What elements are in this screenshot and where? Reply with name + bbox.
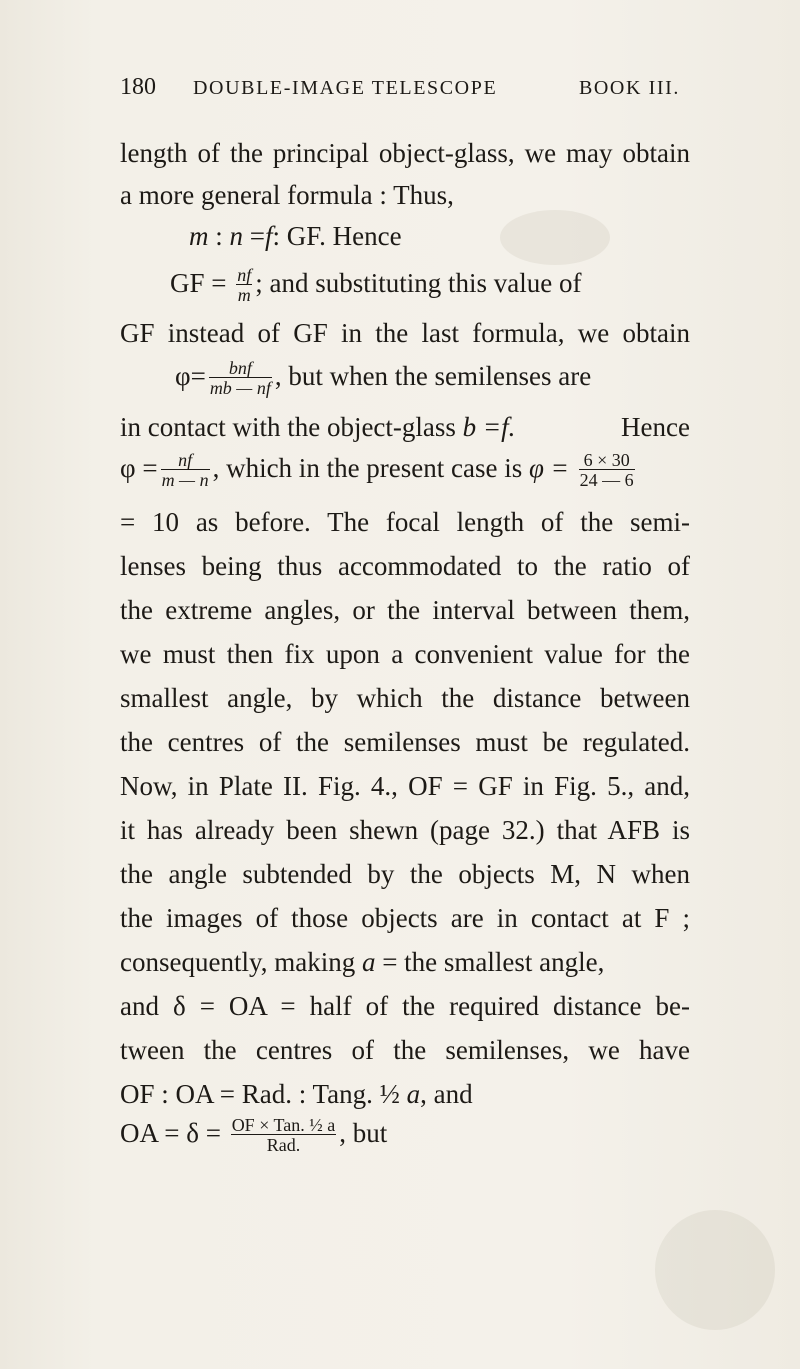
fraction-numerator: OF × Tan. ½ a bbox=[231, 1115, 336, 1135]
text-line-14: the centres of the semilenses must be regulated. bbox=[120, 727, 690, 757]
text-line-15: Now, in Plate II. Fig. 4., OF = GF in Fig. 5., and, bbox=[120, 771, 690, 801]
text-line-19 bbox=[120, 946, 690, 978]
text-line-20: and δ = OA = half of the required distance be- bbox=[120, 991, 690, 1021]
text-line-23 bbox=[120, 1117, 640, 1155]
fraction-nf-over-m bbox=[236, 266, 252, 304]
fraction-bnf bbox=[209, 359, 272, 397]
hence-word: Hence bbox=[621, 412, 690, 442]
text-line-1: length of the principal object-glass, we may obtain bbox=[120, 138, 690, 168]
text-line-5: GF instead of GF in the last formula, we obtain bbox=[120, 318, 690, 348]
text-line-6 bbox=[175, 360, 690, 398]
variable-a: a bbox=[361, 947, 376, 977]
line-23-rest: , but bbox=[339, 1118, 388, 1149]
text-line-21: tween the centres of the semilenses, we have bbox=[120, 1035, 690, 1065]
text-line-13: smallest angle, by which the distance between bbox=[120, 683, 690, 713]
page-number: 180 bbox=[120, 74, 156, 100]
text-line-22 bbox=[120, 1078, 690, 1110]
line-22-suffix: , and bbox=[420, 1079, 473, 1109]
equals-sign: = bbox=[243, 221, 265, 251]
phi-equals-2: φ = bbox=[528, 453, 576, 484]
fraction-denominator: Rad. bbox=[266, 1135, 301, 1155]
variable-f: f bbox=[265, 221, 273, 251]
equation-b-equals-f: b =f. bbox=[462, 412, 516, 442]
page-header bbox=[120, 74, 680, 104]
text-line-8 bbox=[120, 452, 690, 490]
fraction-numerator: nf bbox=[161, 451, 210, 470]
fraction-denominator: m bbox=[237, 285, 251, 305]
text-line-18: the images of those objects are in contact at F ; bbox=[120, 903, 690, 933]
book-part: BOOK III. bbox=[578, 77, 680, 99]
oa-equals-delta: OA = δ = bbox=[120, 1118, 228, 1149]
text-line-12: we must then fix upon a convenient value for the bbox=[120, 639, 690, 669]
colon: : bbox=[208, 221, 230, 251]
fraction-denominator: m — n bbox=[161, 470, 209, 490]
paper-stain bbox=[655, 1210, 775, 1330]
text-line-16: it has already been shewn (page 32.) that AFB is bbox=[120, 815, 690, 845]
gf-equals: GF = bbox=[170, 268, 234, 299]
line-19-prefix: consequently, making bbox=[120, 947, 362, 977]
line-3-suffix: : GF. Hence bbox=[272, 221, 402, 251]
text-line-10: lenses being thus accommodated to the ratio of bbox=[120, 551, 690, 581]
line-4-rest: ; and substituting this value of bbox=[255, 268, 582, 299]
line-19-suffix: = the smallest angle, bbox=[375, 947, 605, 977]
fraction-numeric bbox=[579, 451, 635, 489]
fraction-numerator: bnf bbox=[209, 359, 272, 378]
fraction-denominator: mb — nf bbox=[209, 378, 271, 398]
text-line-17: the angle subtended by the objects M, N when bbox=[120, 859, 690, 889]
fraction-nf-over-m-minus-n bbox=[161, 451, 210, 489]
text-line-4 bbox=[170, 267, 690, 305]
variable-m: m bbox=[189, 221, 209, 251]
fraction-oa bbox=[231, 1116, 337, 1154]
phi-equals: φ= bbox=[175, 361, 206, 392]
running-title: DOUBLE-IMAGE TELESCOPE bbox=[193, 77, 498, 99]
half-symbol: ½ bbox=[379, 1079, 400, 1109]
text-line-2: a more general formula : Thus, bbox=[120, 180, 454, 210]
text-line-9: = 10 as before. The focal length of the semi- bbox=[120, 507, 690, 537]
line-8-middle: , which in the present case is bbox=[212, 453, 529, 484]
text-line-3 bbox=[189, 220, 759, 252]
fraction-numerator: 6 × 30 bbox=[579, 451, 635, 470]
text-line-7 bbox=[120, 411, 690, 443]
phi-equals: φ = bbox=[120, 453, 158, 484]
line-7-prefix: in contact with the object-glass bbox=[120, 412, 463, 442]
line-6-rest: , but when the semilenses are bbox=[274, 361, 592, 392]
fraction-numerator: nf bbox=[237, 265, 252, 285]
text-line-11: the extreme angles, or the interval between them, bbox=[120, 595, 690, 625]
variable-n: n bbox=[229, 221, 244, 251]
line-22-prefix: OF : OA = Rad. : Tang. bbox=[120, 1079, 380, 1109]
variable-a: a bbox=[406, 1079, 421, 1109]
fraction-denominator: 24 — 6 bbox=[579, 470, 634, 490]
